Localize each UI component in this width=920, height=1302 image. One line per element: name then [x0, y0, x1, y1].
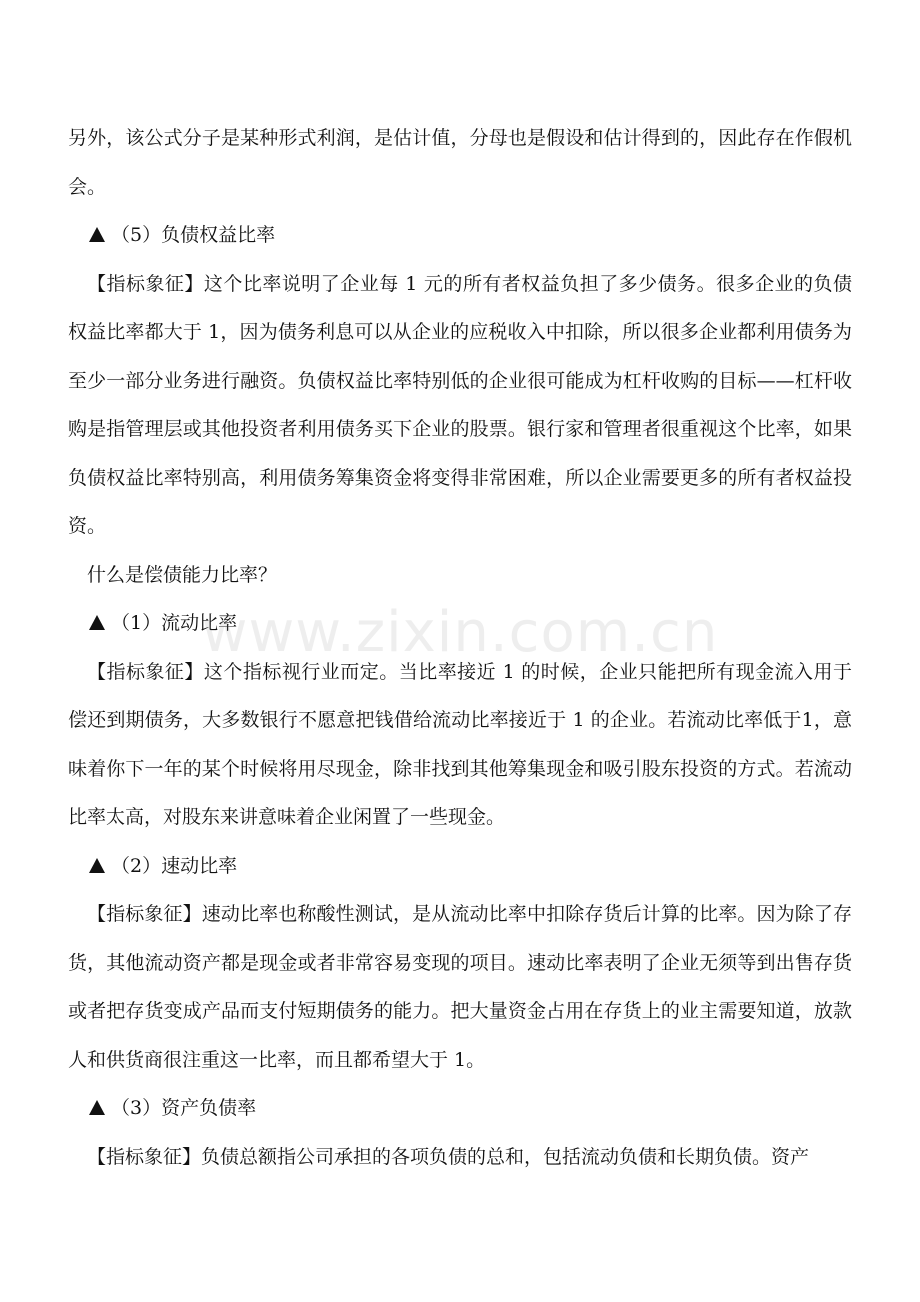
heading-quick-ratio: [68, 842, 852, 891]
paragraph-debt-equity-ratio: 【指标象征】这个比率说明了企业每 1 元的所有者权益负担了多少债务。很多企业的负债权益比率都大于 1，因为债务利息可以从企业的应税收入中扣除，所以很多企业都利用债务为至少一部分业务进行融资。负债权益比率特别低的企业很可能成为杠杆收购的目标——杠杆收购是指管理层或其他投资者利用债务买下企业的股票。银行家和管理者很重视这个比率，如果负债权益比率特别高，利用债务筹集资金将变得非常困难，所以企业需要更多的所有者权益投资。: [68, 272, 852, 537]
paragraph-current-ratio: 【指标象征】这个指标视行业而定。当比率接近 1 的时候，企业只能把所有现金流入用于偿还到期债务，大多数银行不愿意把钱借给流动比率接近于 1 的企业。若流动比率低于1，意味着你下一年的某个时候将用尽现金，除非找到其他筹集现金和吸引股东投资的方式。若流动比率太高，对股东来讲意味着企业闲置了一些现金。: [68, 660, 852, 828]
triangle-up-icon: [89, 1100, 105, 1115]
watermark: www.zixin.com.cn: [201, 600, 719, 665]
paragraph-intro: 另外，该公式分子是某种形式利润，是估计值，分母也是假设和估计得到的，因此存在作假机会。: [68, 127, 852, 198]
heading-debt-equity-ratio: [68, 211, 852, 260]
heading-text: （1）流动比率: [111, 612, 238, 634]
heading-text: （2）速动比率: [111, 854, 238, 877]
document-body: [68, 114, 852, 1181]
triangle-up-icon: [89, 615, 105, 630]
section-question: 什么是偿债能力比率？: [87, 563, 278, 586]
heading-current-ratio: [68, 599, 852, 648]
heading-asset-liability-ratio: [68, 1084, 852, 1133]
paragraph-asset-liability-ratio: 【指标象征】负债总额指公司承担的各项负债的总和，包括流动负债和长期负债。资产: [87, 1145, 810, 1168]
heading-text: （5）负债权益比率: [111, 224, 276, 246]
triangle-up-icon: [89, 227, 105, 242]
heading-text: （3）资产负债率: [111, 1097, 257, 1119]
paragraph-quick-ratio: 【指标象征】速动比率也称酸性测试，是从流动比率中扣除存货后计算的比率。因为除了存货，其他流动资产都是现金或者非常容易变现的项目。速动比率表明了企业无须等到出售存货或者把存货变成产品而支付短期债务的能力。把大量资金占用在存货上的业主需要知道，放款人和供货商很注重这一比率，而且都希望大于 1。: [68, 903, 852, 1071]
triangle-up-icon: [89, 858, 105, 873]
